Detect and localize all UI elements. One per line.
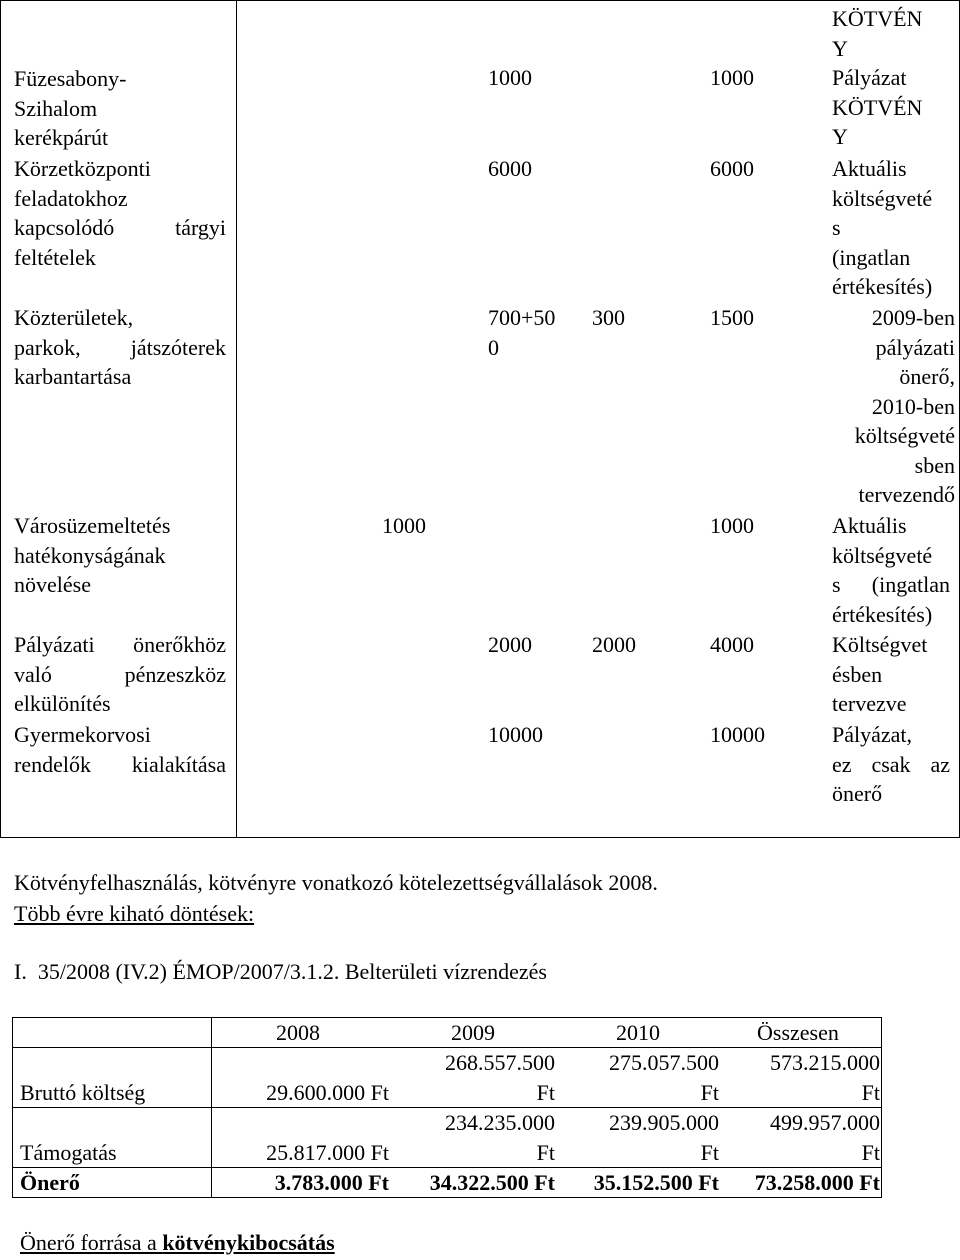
cell-2009: 268.557.500 Ft <box>445 1050 555 1105</box>
cell-2008: 29.600.000 Ft <box>266 1080 389 1105</box>
project-label: Körzetközponti feladatokhoz kapcsolódó tárgyi feltételek <box>14 156 226 270</box>
oneroforras-line <box>20 1228 335 1258</box>
table-column-divider <box>236 0 237 838</box>
project-label: Gyermekorvosi rendelők kialakítása <box>14 722 226 777</box>
project-label: Városüzemeltetés hatékonyságának növelése <box>14 513 171 597</box>
project-value-c5: 4000 <box>710 632 754 657</box>
project-value-c2: 700+50 0 <box>488 305 556 360</box>
column-header-2010: 2010 <box>616 1020 660 1045</box>
project-note: Költségvet ésben tervezve <box>832 632 928 716</box>
project-note: Pályázat, ez csak az önerő <box>832 722 950 806</box>
tobb-eves-heading: Több évre kiható döntések: <box>14 901 255 926</box>
project-value-c5: 1500 <box>710 305 754 330</box>
row-label: Bruttó költség <box>20 1080 146 1105</box>
cell-2008: 25.817.000 Ft <box>266 1140 389 1165</box>
cell-2009: 34.322.500 Ft <box>429 1170 555 1195</box>
oneroforras-prefix: Önerő forrása a <box>20 1230 163 1255</box>
table-line <box>881 1017 882 1198</box>
project-value-c2: 1000 <box>488 65 532 90</box>
table-border-top <box>0 0 960 1</box>
cell-2009: 234.235.000 Ft <box>445 1110 555 1165</box>
project-value-c5: 6000 <box>710 156 754 181</box>
project-note: Pályázat KÖTVÉN Y <box>832 65 923 149</box>
project-value-c2: 6000 <box>488 156 532 181</box>
cell-2010: 35.152.500 Ft <box>593 1170 719 1195</box>
project-value-c5: 1000 <box>710 513 754 538</box>
kotveny-heading: Kötvényfelhasználás, kötvényre vonatkozó kötelezettségvállalások 2008. <box>14 870 658 895</box>
cell-total: 573.215.000 Ft <box>770 1050 880 1105</box>
item-heading: I. 35/2008 (IV.2) ÉMOP/2007/3.1.2. Belterületi vízrendezés <box>14 959 547 984</box>
project-value-c3: 10000 <box>488 722 543 747</box>
table-line <box>12 1017 882 1018</box>
project-note: Aktuális költségveté s (ingatlan értékesítés) <box>832 513 950 627</box>
cell-total: 73.258.000 Ft <box>754 1170 880 1195</box>
project-note: Aktuális költségveté s (ingatlan értékesítés) <box>832 156 933 299</box>
project-value-c1: 1000 <box>382 513 426 538</box>
project-label: Pályázati önerőkhöz való pénzeszköz elkülönítés <box>14 632 226 716</box>
project-value-c3: 2000 <box>488 632 532 657</box>
row-label: Önerő <box>20 1170 80 1195</box>
project-value-c4: 2000 <box>592 632 636 657</box>
project-note: 2009-ben pályázati önerő, 2010-ben költségveté sben tervezendő <box>854 305 955 507</box>
table-border-left <box>0 0 1 838</box>
project-note: KÖTVÉN Y <box>832 6 923 61</box>
oneroforras-source: kötvénykibocsátás <box>162 1230 335 1255</box>
table-border-bottom <box>0 837 960 838</box>
cell-2008: 3.783.000 Ft <box>274 1170 389 1195</box>
column-header-total: Összesen <box>757 1020 839 1045</box>
column-header-2009: 2009 <box>451 1020 495 1045</box>
project-label: Füzesabony- Szihalom kerékpárút <box>14 66 127 150</box>
project-label: Közterületek, parkok, játszóterek karbantartása <box>14 305 226 389</box>
cell-2010: 275.057.500 Ft <box>609 1050 719 1105</box>
project-value-c5: 1000 <box>710 65 754 90</box>
project-value-c4: 300 <box>592 305 625 330</box>
column-header-2008: 2008 <box>276 1020 320 1045</box>
cell-2010: 239.905.000 Ft <box>609 1110 719 1165</box>
table-line <box>12 1017 13 1198</box>
cell-total: 499.957.000 Ft <box>770 1110 880 1165</box>
row-label: Támogatás <box>20 1140 117 1165</box>
project-value-c5: 10000 <box>710 722 765 747</box>
